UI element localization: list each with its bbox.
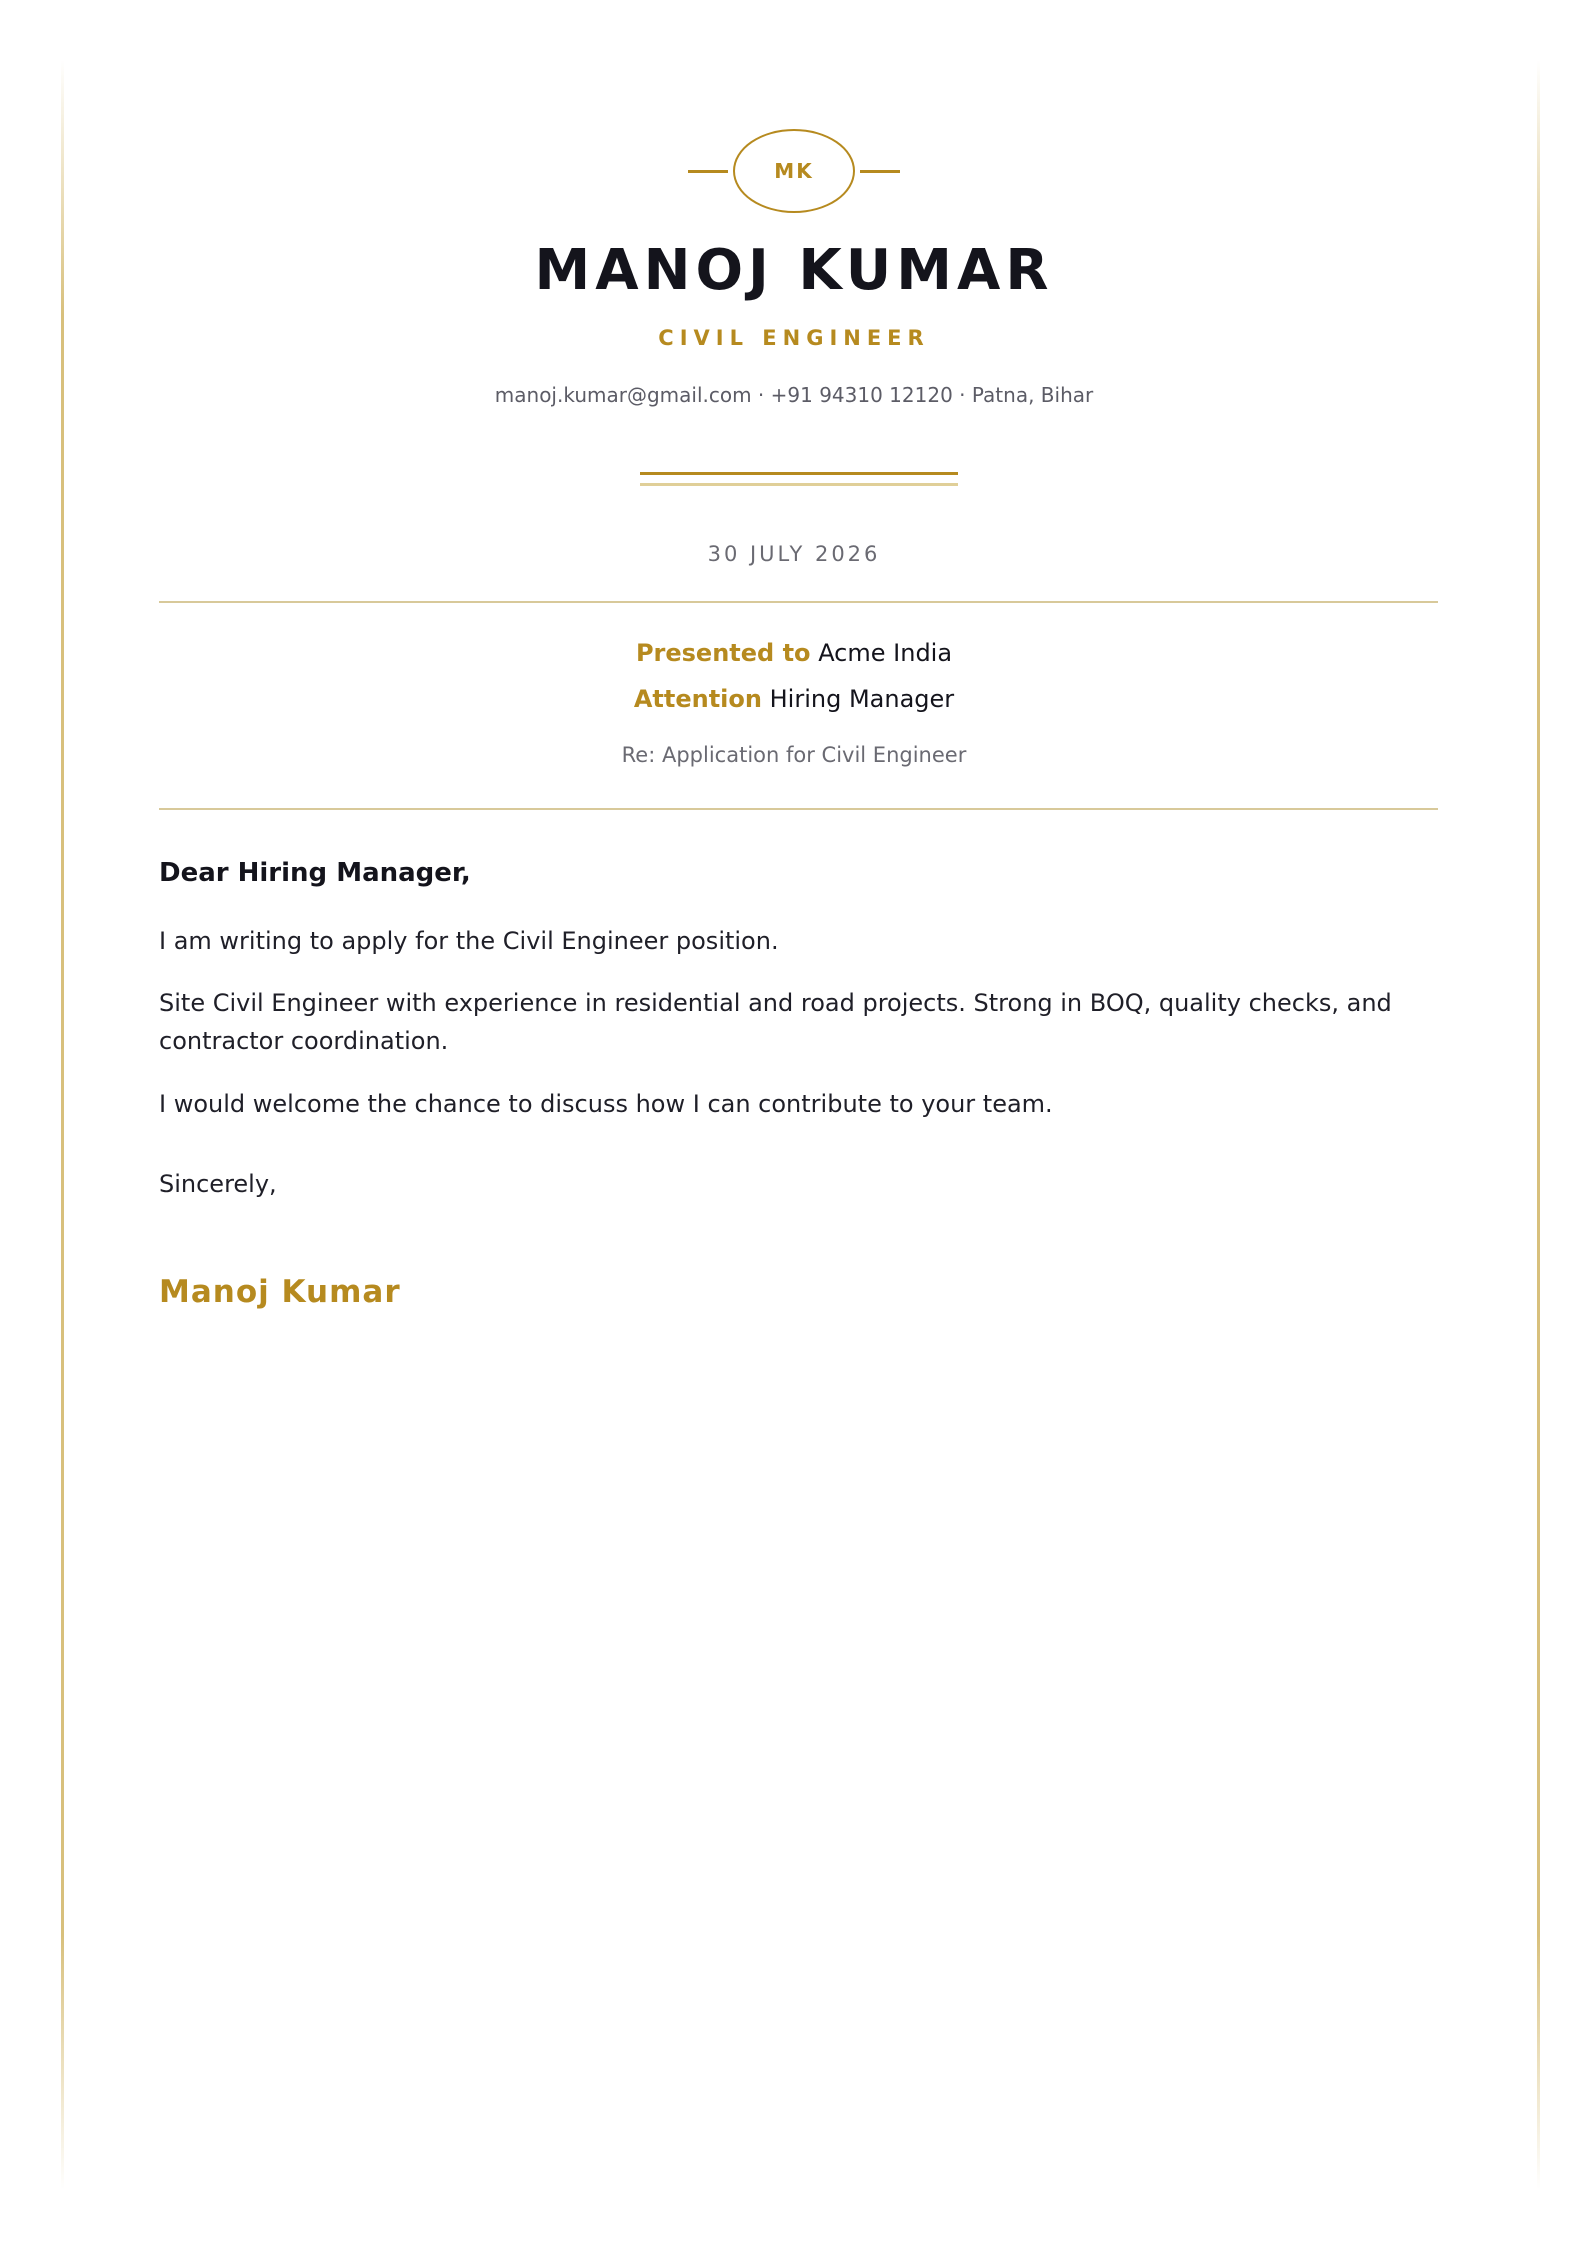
body-paragraph: I am writing to apply for the Civil Engineer position. <box>159 927 779 955</box>
attention-line <box>0 685 1588 713</box>
monogram-initials: MK <box>774 159 814 183</box>
presented-to-value: Acme India <box>818 639 953 667</box>
sender-contact: manoj.kumar@gmail.com · +91 94310 12120 · Patna, Bihar <box>494 383 1094 407</box>
subject-line: Re: Application for Civil Engineer <box>621 743 967 767</box>
closing: Sincerely, <box>159 1170 277 1198</box>
letter-date: 30 JULY 2026 <box>707 542 881 566</box>
header-divider-bottom <box>640 483 958 486</box>
body-paragraph: I would welcome the chance to discuss how I can contribute to your team. <box>159 1090 1053 1118</box>
presented-to-line <box>0 639 1588 667</box>
presented-to-label: Presented to <box>635 639 811 667</box>
recipient-top-rule <box>159 601 1438 603</box>
attention-value: Hiring Manager <box>769 685 955 713</box>
monogram <box>0 128 1588 214</box>
left-border-line <box>61 60 64 2190</box>
signature: Manoj Kumar <box>159 1274 401 1310</box>
sender-name: MANOJ KUMAR <box>534 238 1054 303</box>
monogram-oval <box>733 129 855 213</box>
header-divider-top <box>640 472 958 475</box>
body-paragraph: Site Civil Engineer with experience in residential and road projects. Strong in BOQ, quality checks, and contractor coordination. <box>159 989 1392 1055</box>
attention-label: Attention <box>633 685 762 713</box>
sender-role: CIVIL ENGINEER <box>658 326 930 350</box>
right-border-line <box>1537 60 1540 2190</box>
salutation: Dear Hiring Manager, <box>159 858 471 888</box>
recipient-bottom-rule <box>159 808 1438 810</box>
monogram-left-bar <box>688 170 728 173</box>
monogram-right-bar <box>860 170 900 173</box>
